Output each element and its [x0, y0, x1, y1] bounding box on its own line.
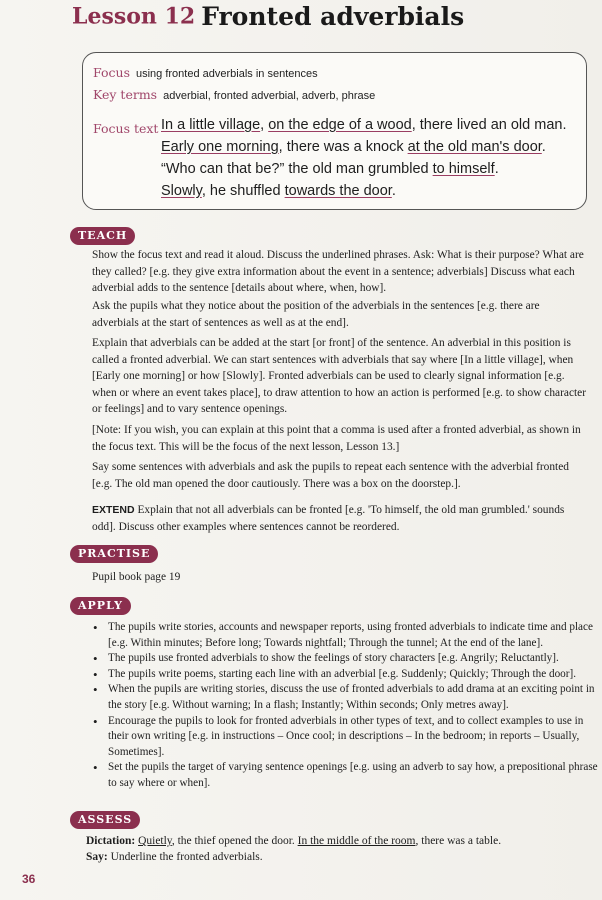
- key-terms-value: adverbial, fronted adverbial, adverb, phrase: [163, 90, 376, 102]
- text-fragment: .: [391, 183, 396, 199]
- focus-box: [82, 52, 587, 210]
- list-item: • Set the pupils the target of varying sentence openings [e.g. using an adverb to say how, a prepositional phrase to say where or when].: [100, 760, 598, 791]
- page-number: 36: [22, 872, 36, 886]
- key-terms-label: Key terms: [93, 87, 158, 102]
- focus-text-line-1: [161, 117, 566, 133]
- assess-block: [86, 833, 586, 865]
- practise-badge: PRACTISE: [70, 545, 158, 563]
- focus-text-line-2: [161, 139, 546, 155]
- focus-row: [93, 65, 318, 80]
- focus-text-label-row: [93, 121, 164, 136]
- extend-paragraph: [92, 502, 587, 535]
- assess-badge: ASSESS: [70, 811, 140, 829]
- dictation-label: Dictation:: [86, 835, 136, 847]
- teach-badge: TEACH: [70, 227, 135, 245]
- text-fragment: , the thief opened the door.: [171, 835, 298, 847]
- extend-text: Explain that not all adverbials can be fronted [e.g. 'To himself, the old man grumbled.' sounds odd]. Discuss other examples where sentences cannot be reordered.: [92, 504, 565, 533]
- extend-label: EXTEND: [92, 504, 135, 516]
- focus-text-label: Focus text: [93, 121, 159, 136]
- text-fragment: .: [541, 139, 546, 155]
- key-terms-row: [93, 87, 375, 102]
- list-item: • The pupils use fronted adverbials to show the feelings of story characters [e.g. Angrily; Reluctantly].: [100, 651, 598, 667]
- text-fragment: “Who can that be?” the old man grumbled: [161, 161, 433, 177]
- lesson-title: [72, 2, 464, 31]
- teach-paragraph-5: Say some sentences with adverbials and ask the pupils to repeat each sentence with the adverbial fronted [e.g. The old man opened the door cautiously. There was a box on the doorstep.].: [92, 461, 569, 490]
- focus-text-line-4: [161, 183, 396, 199]
- text-fragment: , there was a table.: [415, 835, 502, 847]
- list-item: • The pupils write stories, accounts and newspaper reports, using fronted adverbials to indicate time and place [e.g. Within minutes; Before long; Towards nightfall; Through the tunnel; At the end of the lane].: [100, 620, 598, 651]
- list-item: • When the pupils are writing stories, discuss the use of fronted adverbials to add drama at an exciting point in the story [e.g. Without warning; In a flash; Instantly; Within seconds; Only metres away].: [100, 682, 598, 713]
- fronted-adverbial-2: In the middle of the room: [297, 835, 416, 847]
- dictation-line: [86, 833, 586, 849]
- apply-badge: APPLY: [70, 597, 131, 615]
- fronted-adverbial-1: Quietly: [138, 835, 172, 847]
- practise-text: Pupil book page 19: [92, 571, 181, 583]
- focus-label: Focus: [93, 65, 130, 80]
- teach-paragraph-3: Explain that adverbials can be added at the start [or front] of the sentence. An adverbial in this position is called a fronted adverbial. We can start sentences with adverbials that say where [In a little village], when [Early one morning] or how [Slowly]. Fronted adverbials can be used to clearly signal information [e.g. when or where an event takes place], to draw attention to how an action is performed [e.g. to show character or feelings] and to vary sentence openings.: [92, 337, 587, 415]
- adverbial-underline: to himself: [432, 161, 495, 177]
- lesson-number: Lesson 12: [72, 3, 196, 30]
- text-fragment: .: [494, 161, 499, 177]
- adverbial-underline: towards the door: [284, 183, 392, 199]
- focus-value: using fronted adverbials in sentences: [135, 68, 318, 80]
- apply-list: [92, 620, 598, 792]
- teach-paragraph-1: Show the focus text and read it aloud. Discuss the underlined phrases. Ask: What is their purpose? What are they called? [e.g. they give extra information about the event in a sentence; adverbials] Discuss what each adverbial adds to the sentence [details about where, when, how].: [92, 249, 584, 294]
- say-line: [86, 849, 586, 865]
- teach-paragraph-2: Ask the pupils what they notice about the position of the adverbials in the sentences [e.g. there are adverbials at the start of sentences as well as at the end].: [92, 300, 540, 329]
- lesson-name: Fronted adverbials: [201, 2, 465, 31]
- adverbial-underline: In a little village: [161, 117, 261, 133]
- adverbial-underline: on the edge of a wood: [268, 117, 412, 133]
- adverbial-underline: at the old man's door: [407, 139, 542, 155]
- focus-text-line-3: [161, 161, 499, 177]
- say-text: Underline the fronted adverbials.: [110, 851, 263, 863]
- text-fragment: , there was a knock: [278, 139, 408, 155]
- adverbial-underline: Early one morning: [161, 139, 279, 155]
- text-fragment: , he shuffled: [201, 183, 285, 199]
- list-item: • Encourage the pupils to look for fronted adverbials in other types of text, and to collect examples to use in their own writing [e.g. in instructions – Once cool; in descriptions – In the bedroom; in reports – Usually, Sometimes].: [100, 714, 598, 761]
- list-item: • The pupils write poems, starting each line with an adverbial [e.g. Suddenly; Quickly; Through the door].: [100, 667, 598, 683]
- text-fragment: , there lived an old man.: [411, 117, 567, 133]
- say-label: Say:: [86, 851, 108, 863]
- teach-note: [Note: If you wish, you can explain at this point that a comma is used after a fronted adverbial, as shown in the focus text. This will be the focus of the next lesson, Lesson 13.]: [92, 424, 581, 453]
- adverbial-underline: Slowly: [161, 183, 202, 199]
- text-fragment: ,: [260, 117, 269, 133]
